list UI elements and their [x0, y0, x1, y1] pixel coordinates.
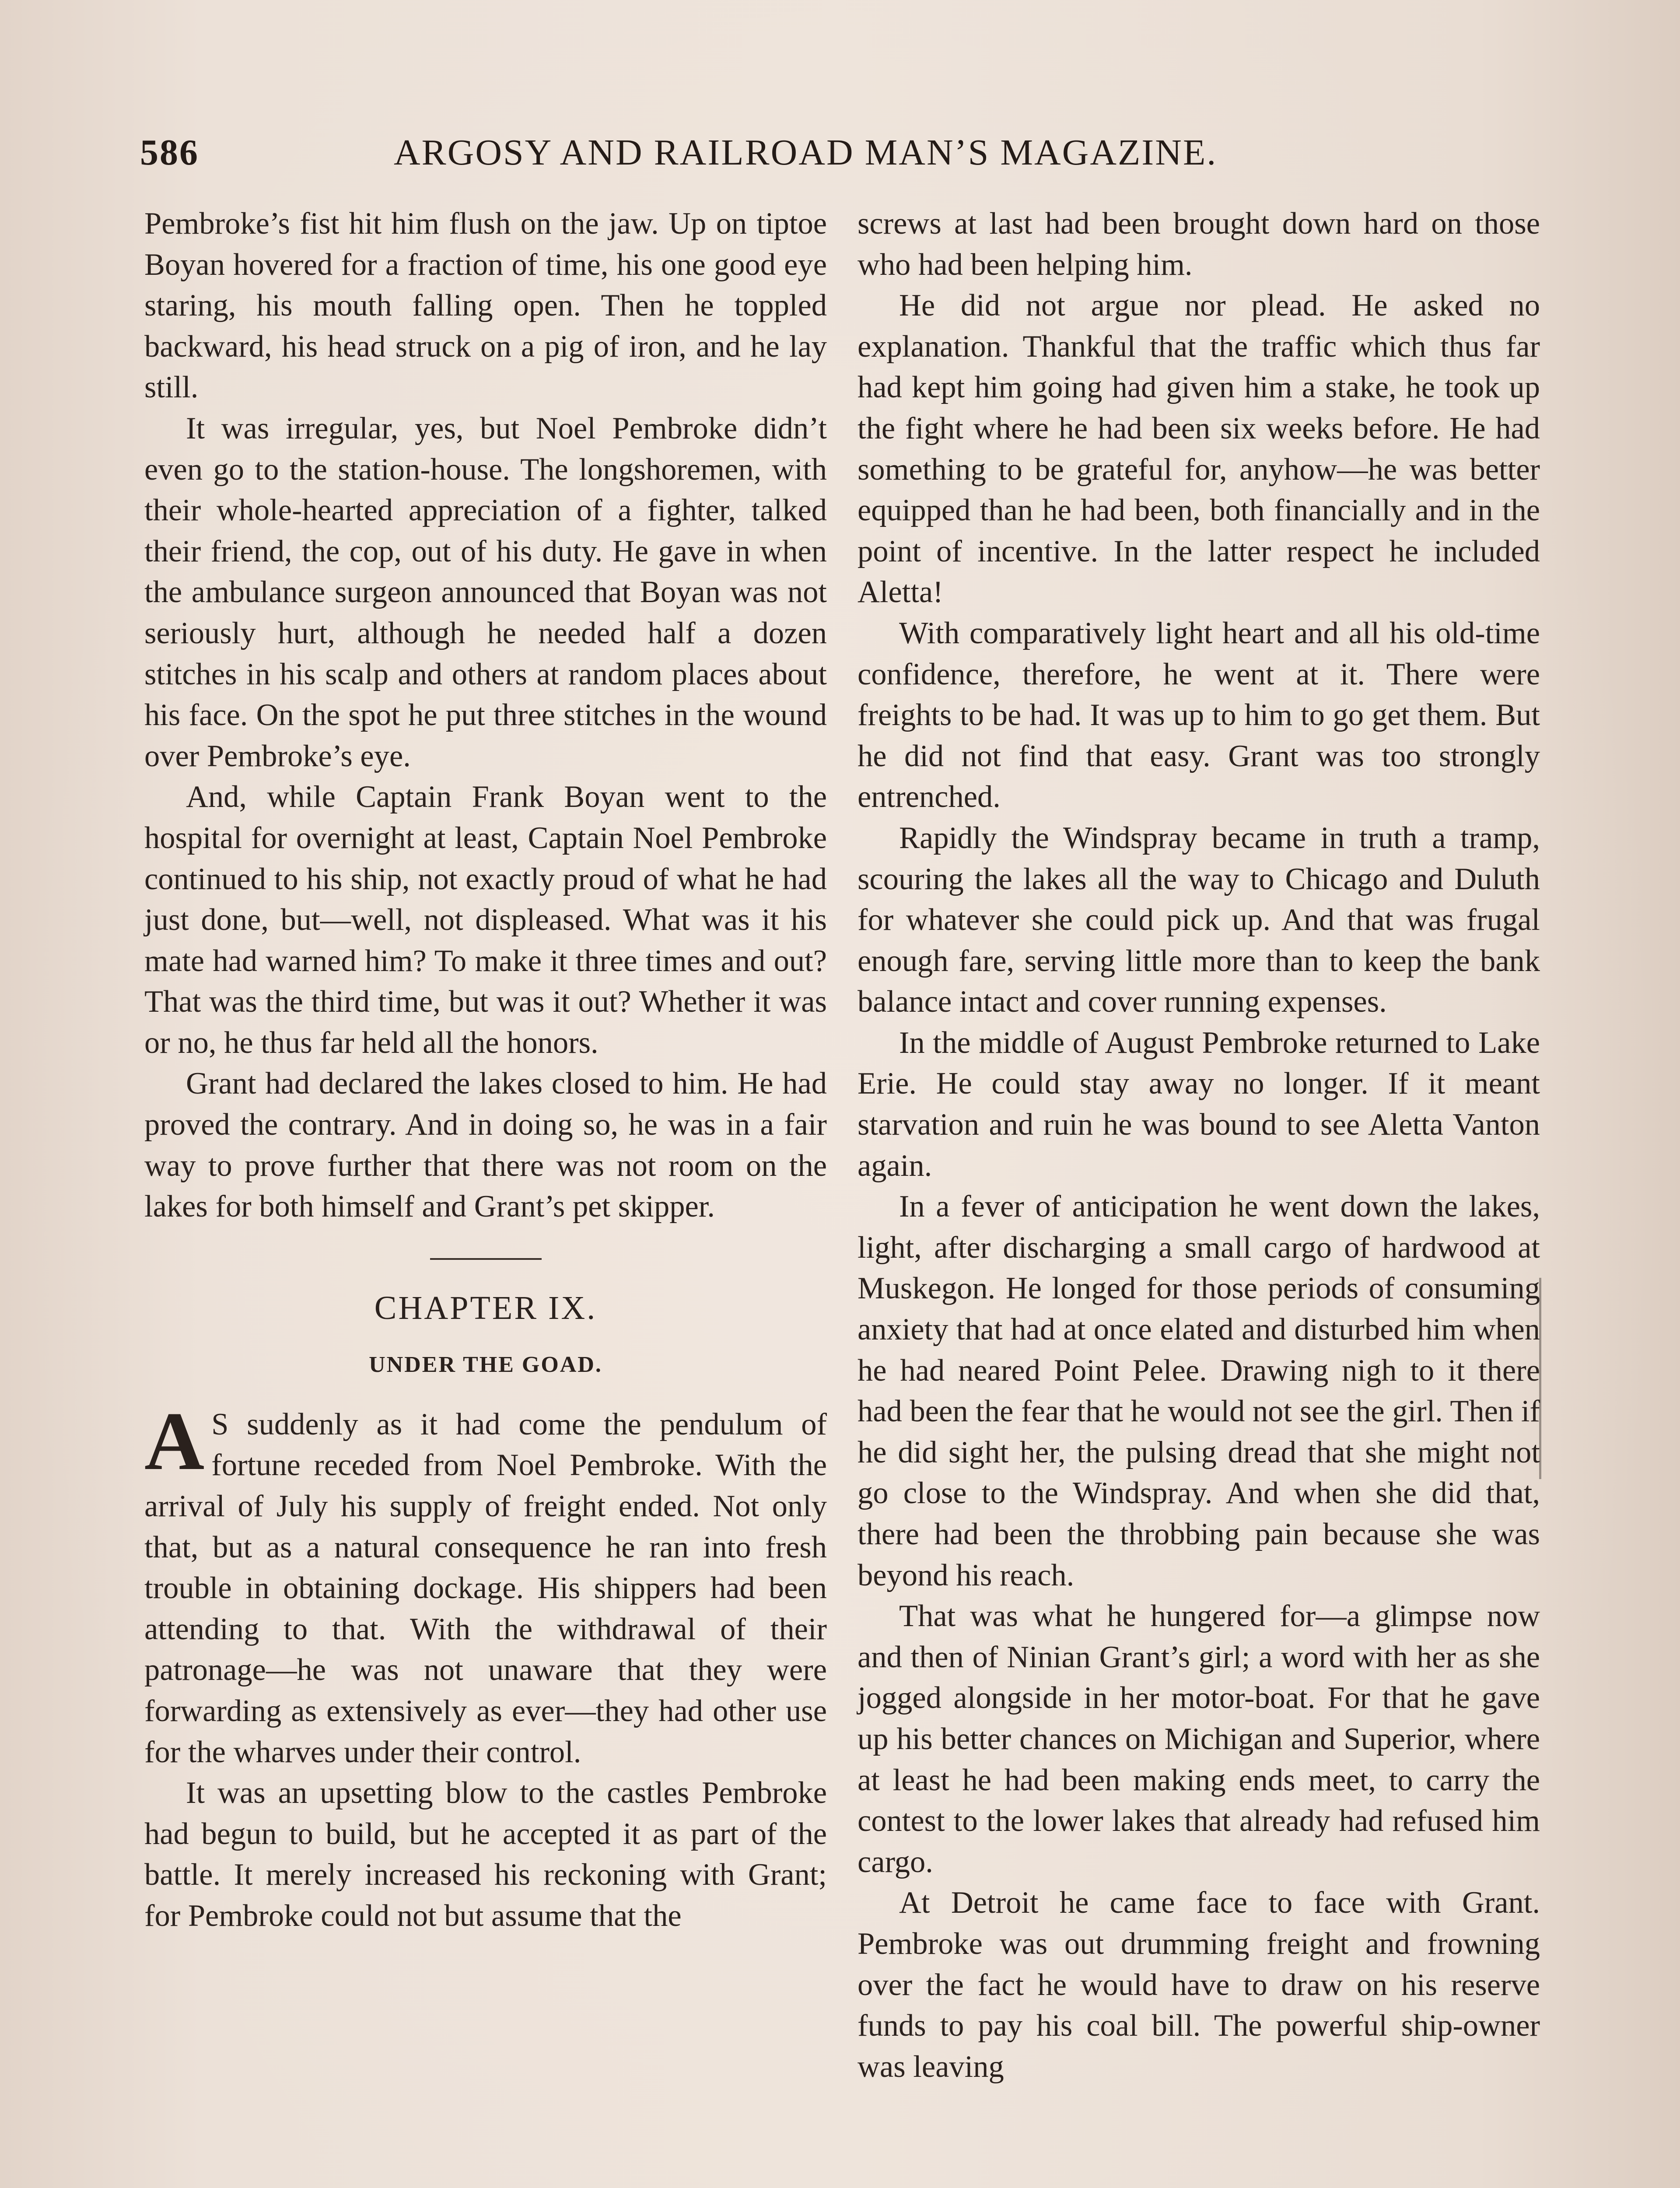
- paragraph: He did not argue nor plead. He asked no explanation. Thankful that the traffic which thus far had kept him going had given him a stake, he took up the fight where he had been six weeks before. He had something to be grateful for, anyhow—he was better equipped than he had been, both financially and in the point of incentive. In the latter respect he included Aletta!: [858, 288, 1540, 610]
- paragraph: With comparatively light heart and all his old-time confidence, therefore, he went at it. There were freights to be had. It was up to him to go get them. But he did not find that easy. Grant was too strongly entrenched.: [858, 616, 1540, 814]
- margin-pencil-mark: [1539, 1278, 1541, 1479]
- paragraph: In a fever of anticipation he went down the lakes, light, after discharging a small cargo of hardwood at Muskegon. He longed for those periods of consuming anxiety that had at once elated and disturbed him when he had neared Point Pelee. Drawing nigh to it there had been the fear that he would not see the girl. Then if he did sight her, the pulsing dread that she might not go close to the Windspray. And when she did that, there had been the throbbing pain because she was beyond his reach.: [858, 1189, 1540, 1592]
- running-title: ARGOSY AND RAILROAD MAN’S MAGAZINE.: [394, 132, 1218, 173]
- paragraph: It was irregular, yes, but Noel Pembroke didn’t even go to the station-house. The longshoremen, with their whole-hearted appreciation of a fighter, talked their friend, the cop, out of his duty. He gave in when the ambulance surgeon announced that Boyan was not seriously hurt, although he needed half a dozen stitches in his scalp and others at random places about his face. On the spot he put three stitches in the wound over Pembroke’s eye.: [144, 411, 827, 773]
- paragraph: Pembroke’s fist hit him flush on the jaw. Up on tiptoe Boyan hovered for a fraction of time, his one good eye staring, his mouth falling open. Then he toppled backward, his head struck on a pig of iron, and he lay still.: [144, 207, 827, 405]
- chapter-heading: CHAPTER IX.: [374, 1289, 597, 1326]
- paragraph: Rapidly the Windspray became in truth a tramp, scouring the lakes all the way to Chicago and Duluth for whatever she could pick up. And that was frugal enough fare, serving little more than to keep the bank balance intact and cover running expenses.: [858, 820, 1540, 1019]
- page-header: [140, 131, 1544, 179]
- section-divider: [430, 1258, 542, 1260]
- drop-cap: A: [144, 1395, 205, 1487]
- chapter-subtitle: UNDER THE GOAD.: [369, 1352, 602, 1377]
- paragraph: At Detroit he came face to face with Grant. Pembroke was out drumming freight and frowning over the fact he would have to draw on his reserve funds to pay his coal bill. The powerful ship-owner was leaving: [858, 1886, 1540, 2084]
- paragraph: In the middle of August Pembroke returned to Lake Erie. He could stay away no longer. If it meant starvation and ruin he was bound to see Aletta Vanton again.: [858, 1025, 1540, 1183]
- paragraph: That was what he hungered for—a glimpse now and then of Ninian Grant’s girl; a word with her as she jogged alongside in her motor-boat. For that he gave up his better chances on Michigan and Superior, where at least he had been making ends meet, to carry the contest to the lower lakes that already had refused him cargo.: [858, 1599, 1540, 1879]
- paragraph: Grant had declared the lakes closed to him. He had proved the contrary. And in doing so, he was in a fair way to prove further that there was not room on the lakes for both himself and Grant’s pet skipper.: [144, 1066, 827, 1224]
- paragraph: And, while Captain Frank Boyan went to the hospital for overnight at least, Captain Noel Pembroke continued to his ship, not exactly proud of what he had just done, but—well, not displeased. What was it his mate had warned him? To make it three times and out? That was the third time, but was it out? Whether it was or no, he thus far held all the honors.: [144, 780, 827, 1060]
- right-column: [858, 203, 1540, 2087]
- paragraph: screws at last had been brought down hard on those who had been helping him.: [858, 207, 1540, 282]
- paragraph-with-dropcap: [144, 1395, 827, 1773]
- page-number: 586: [140, 132, 199, 173]
- paragraph-text: S suddenly as it had come the pendulum of fortune receded from Noel Pembroke. With the arrival of July his supply of freight ended. Not only that, but as a natural consequence he ran into fresh trouble in obtaining dockage. His shippers had been attending to that. With the withdrawal of their patronage—he was not unaware that they were forwarding as extensively as ever—they had other use for the wharves under their control.: [144, 1407, 827, 1769]
- left-column: [144, 203, 827, 1937]
- paragraph: It was an upsetting blow to the castles Pembroke had begun to build, but he accepted it as part of the battle. It merely increased his reckoning with Grant; for Pembroke could not but assume that the: [144, 1776, 827, 1933]
